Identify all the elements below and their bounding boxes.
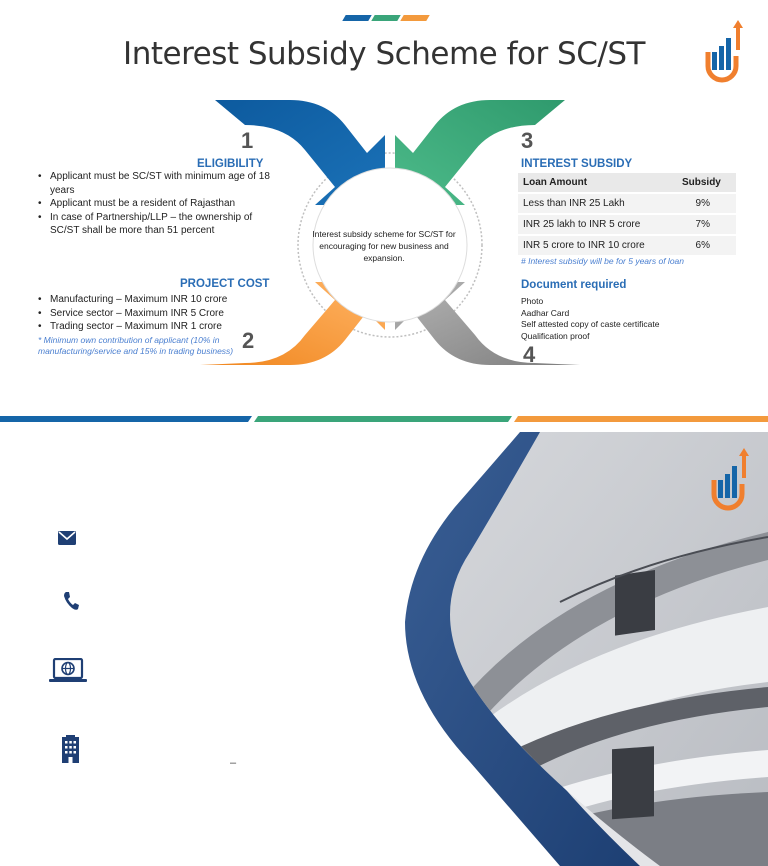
interest-subsidy-heading: INTEREST SUBSIDY [521, 158, 633, 170]
list-item: • Applicant must be SC/ST with minimum age of 18 years [38, 170, 273, 197]
slide-contact [0, 432, 768, 866]
table-cell: INR 25 lakh to INR 5 crore [518, 214, 677, 235]
table-header-row [518, 173, 736, 193]
table-cell: INR 5 crore to INR 10 crore [518, 235, 677, 255]
table-row [518, 214, 736, 235]
slide-interest-subsidy [0, 0, 768, 430]
interest-subsidy-table [518, 173, 736, 255]
table-cell: 9% [677, 193, 736, 214]
page-title: Interest Subsidy Scheme for SC/ST [123, 36, 645, 72]
table-row [518, 235, 736, 255]
company-logo-icon [706, 446, 752, 518]
table-row [518, 193, 736, 214]
eligibility-heading: ELIGIBILITY [197, 158, 264, 170]
top-accent-bars [340, 15, 430, 23]
separator-dash: – [230, 757, 237, 769]
section-number-4: 4 [523, 342, 536, 367]
center-description: Interest subsidy scheme for SC/ST for encouraging for new business and expansion. [312, 229, 456, 263]
list-item: Aadhar Card [521, 307, 570, 318]
project-cost-heading: PROJECT COST [180, 278, 270, 290]
section-number-3: 3 [521, 128, 534, 153]
building-icon [62, 735, 79, 763]
table-cell: Less than INR 25 Lakh [518, 193, 677, 214]
company-logo-icon [700, 18, 746, 90]
list-item: • In case of Partnership/LLP – the ownership of SC/ST shall be more than 51 percent [38, 211, 273, 238]
laptop-globe-icon [49, 658, 87, 684]
list-item: • Service sector – Maximum INR 5 Crore [38, 307, 268, 321]
phone-icon [63, 591, 79, 611]
eligibility-list [38, 170, 273, 238]
table-cell: 6% [677, 235, 736, 255]
building-photo [0, 432, 768, 866]
section-number-1: 1 [241, 128, 254, 153]
table-cell: 7% [677, 214, 736, 235]
list-item: Self attested copy of caste certificate [521, 319, 660, 329]
list-item: • Trading sector – Maximum INR 1 crore [38, 320, 268, 334]
list-item: • Manufacturing – Maximum INR 10 crore [38, 293, 268, 307]
list-item: Photo [521, 296, 544, 306]
list-item: • Applicant must be a resident of Rajasthan [38, 197, 273, 211]
documents-heading: Document required [521, 279, 627, 291]
envelope-icon [58, 531, 76, 545]
project-cost-list [38, 293, 268, 334]
bottom-accent-bars [0, 416, 768, 424]
list-item: Qualification proof [521, 330, 590, 341]
section-number-2: 2 [242, 328, 255, 353]
documents-list [521, 296, 659, 342]
column-header: Loan Amount [518, 173, 677, 193]
interest-subsidy-note: # Interest subsidy will be for 5 years of loan [521, 256, 684, 266]
project-cost-note: * Minimum own contribution of applicant (10% in manufacturing/service and 15% in trading business) [38, 335, 234, 356]
column-header: Subsidy [677, 173, 736, 193]
